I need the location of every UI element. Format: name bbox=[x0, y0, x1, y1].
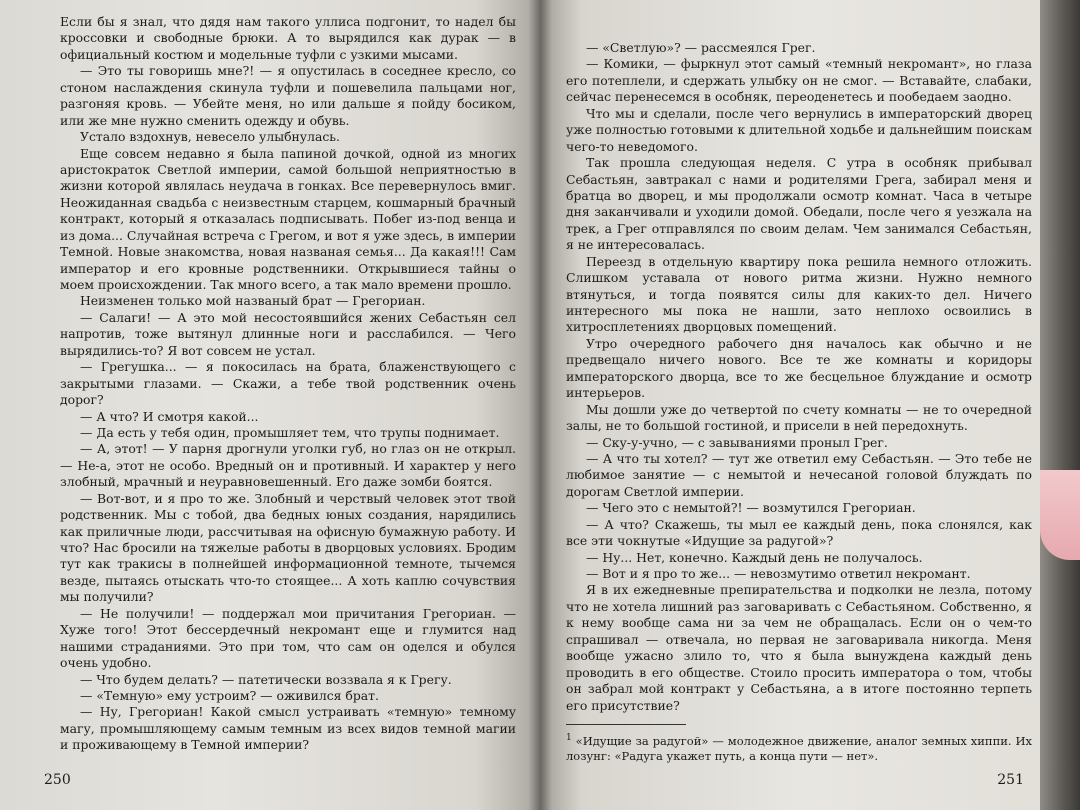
left-paragraph: — Вот-вот, и я про то же. Злобный и черствый человек этот твой родственник. Мы с тобой, два бедных юных создания, нарядились как приличные люди, рассчитывая на офисную бумажную работу. И что? Нас бросили на тяжелые работы в дворцовых условиях. Бродим тут как тракисы в полнейшей информационной темноте, тычемся везде, пытаясь отыскать что-то стоящее... А хоть каплю сочувствия мы получили? bbox=[60, 490, 516, 605]
footnote bbox=[566, 731, 1032, 764]
right-paragraph: Так прошла следующая неделя. С утра в особняк прибывал Себастьян, завтракал с нами и родителями Грега, забирал меня и братца во дворец, и мы продолжали осмотр комнат. Часа в четыре дня заканчивали и уходили домой. Обедали, после чего я уезжала на трек, а Грег отправлялся по своим делам. Чем занимался Себастьян, я не интересовалась. bbox=[566, 155, 1032, 253]
right-paragraph: — Ну... Нет, конечно. Каждый день не получалось. bbox=[586, 549, 923, 565]
left-paragraph: Если бы я знал, что дядя нам такого уллиса подгонит, то надел бы кроссовки и свободные брюки. А то вырядился как дурак — в официальный костюм и модельные туфли с узкими мысами. bbox=[60, 14, 516, 62]
right-paragraph: Мы дошли уже до четвертой по счету комнаты — не то очередной залы, не то большой гостиной, и присели в ней передохнуть. bbox=[566, 401, 1032, 434]
right-paragraph: — А что ты хотел? — тут же ответил ему Себастьян. — Это тебе не любимое занятие — с немытой и нечесаной головой блуждать по дорогам Светлой империи. bbox=[566, 450, 1032, 499]
right-paragraph: — Чего это с немытой?! — возмутился Грегориан. bbox=[586, 500, 916, 516]
footnote-text: «Идущие за радугой» — молодежное движение, аналог земных хиппи. Их лозунг: «Радуга укажет путь, а конца пути — нет». bbox=[566, 733, 1032, 763]
right-paragraph: — «Светлую»? — рассмеялся Грег. bbox=[586, 40, 816, 55]
right-paragraph: Что мы и сделали, после чего вернулись в императорский дворец уже полностью готовыми к длительной ходьбе и дальнейшим поискам чего-то неведомого. bbox=[566, 105, 1032, 154]
left-paragraph: — Ну, Грегориан! Какой смысл устраивать «темную» темному магу, промышляющему самым темным из всех видов темной магии и проживающему в Темной империи? bbox=[60, 704, 516, 753]
right-paragraph: — Вот и я про то же... — невозмутимо ответил некромант. bbox=[586, 566, 971, 581]
left-paragraph: Еще совсем недавно я была папиной дочкой, одной из многих аристократок Светлой империи, самой большой неприятностью в жизни которой являлась неудача в гонках. Все перевернулось вмиг. Неожиданная свадьба с неизвестным старцем, кошмарный брачный контракт, который я отказалась подписывать. Побег из-под венца и из дома... Случайная встреча с Грегом, и вот я уже здесь, в империи Темной. Новые знакомства, новая названая семья... Да какая!!! Сам император и его кровные родственники. Открывшиеся тайны о моем происхождении. Так много всего, а так мало времени прошло. bbox=[60, 145, 516, 292]
left-paragraph: — «Темную» ему устроим? — оживился брат. bbox=[80, 687, 379, 703]
right-page-text bbox=[566, 40, 1032, 714]
left-paragraph: — Салаги! — А это мой несостоявшийся жених Себастьян сел напротив, тоже вытянул длинные ноги и расслабился. — Чего вырядились-то? Я вот совсем не устал. bbox=[60, 309, 516, 358]
left-page-text bbox=[60, 14, 516, 754]
footnote-rule bbox=[566, 724, 686, 725]
right-paragraph: Переезд в отдельную квартиру пока решила немного отложить. Слишком уставала от нового ритма жизни. Нужно немного втянуться, и тогда появятся силы для каких-то дел. Ничего интересного мы пока не нашли, зато неплохо освоились в хитросплетениях дворцовых помещений. bbox=[566, 253, 1032, 335]
left-paragraph: — Это ты говоришь мне?! — я опустилась в соседнее кресло, со стоном наслаждения скинула туфли и пошевелила пальцами ног, разгоняя кровь. — Убейте меня, но или дальше я пойду босиком, или же мне нужно сменить одежду и обувь. bbox=[60, 63, 516, 128]
right-paragraph: — Комики, — фыркнул этот самый «темный некромант», но глаза его потеплели, и сдержать улыбку он не смог. — Вставайте, слабаки, сейчас перенесемся в особняк, переоденетесь и пообедаем заодно. bbox=[566, 56, 1032, 105]
right-paragraph: — Ску-у-учно, — с завываниями проныл Грег. bbox=[586, 434, 888, 450]
left-paragraph: Неизменен только мой названый брат — Грегориан. bbox=[80, 293, 426, 309]
left-page-number: 250 bbox=[44, 772, 71, 788]
left-paragraph: — Что будем делать? — патетически воззвала я к Грегу. bbox=[80, 671, 452, 687]
left-paragraph: — А что? И смотря какой... bbox=[80, 408, 259, 424]
page-edges bbox=[1040, 0, 1080, 810]
right-paragraph: — А что? Скажешь, ты мыл ее каждый день, пока слонялся, как все эти чокнутые «Идущие за радугой»? bbox=[566, 516, 1032, 549]
left-paragraph: — Да есть у тебя один, промышляет тем, что трупы поднимает. bbox=[80, 424, 500, 440]
bookmark-ribbon bbox=[1040, 470, 1080, 560]
right-paragraph: Я в их ежедневные препирательства и подколки не лезла, потому что не хотела лишний раз заговаривать с Себастьяном. Собственно, я к нему вообще сама ни за чем не обращалась. Если он о чем-то спрашивал — отвечала, но первая не заговаривала никогда. Меня вообще ужасно злило то, что я была вынуждена каждый день проводить в его обществе. Стоило просить императора о том, чтобы он забрал мой контракт у Себастьяна, а в итоге постоянно терпеть его присутствие? bbox=[566, 582, 1032, 713]
left-paragraph: Устало вздохнув, невесело улыбнулась. bbox=[80, 129, 340, 145]
left-paragraph: — Не получили! — поддержал мои причитания Грегориан. — Хуже того! Этот бессердечный некромант еще и глумится над нашими страданиями. Это при том, что сам он оделся и обулся очень удобно. bbox=[60, 605, 516, 671]
book-spine bbox=[528, 0, 552, 810]
left-paragraph: — Грегушка... — я покосилась на брата, блаженствующего с закрытыми глазами. — Скажи, а тебе твой родственник очень дорог? bbox=[60, 359, 516, 408]
right-page-number: 251 bbox=[997, 772, 1024, 788]
footnote-mark: 1 bbox=[566, 732, 572, 743]
left-paragraph: — А, этот! — У парня дрогнули уголки губ, но глаз он не открыл. — Не-а, этот не особо. Вредный он и противный. И характер у него злобный, мрачный и неуравновешенный. Его даже зомби боятся. bbox=[60, 441, 516, 490]
right-page bbox=[540, 0, 1060, 810]
right-paragraph: Утро очередного рабочего дня началось как обычно и не предвещало ничего нового. Все те же комнаты и коридоры императорского дворца, все то же бесцельное блуждание и осмотр интерьеров. bbox=[566, 335, 1032, 401]
